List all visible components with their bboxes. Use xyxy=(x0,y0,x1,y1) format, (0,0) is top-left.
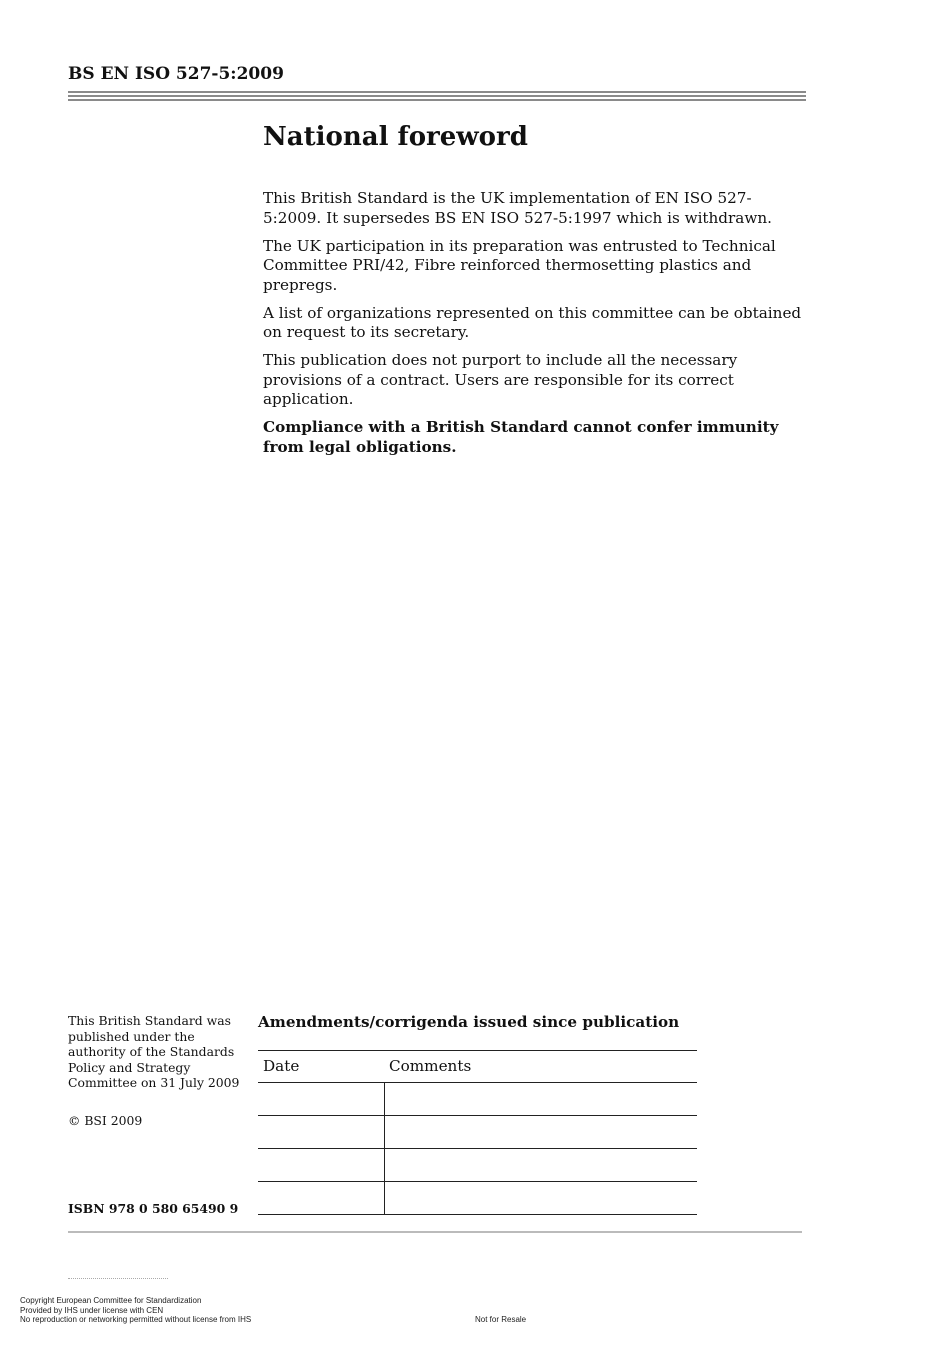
copyright-notice: © BSI 2009 xyxy=(68,1113,143,1128)
not-for-resale: Not for Resale xyxy=(475,1315,527,1324)
table-row xyxy=(258,1116,697,1149)
amendments-table xyxy=(258,1050,697,1215)
document-id: BS EN ISO 527-5:2009 xyxy=(68,64,284,84)
table-row xyxy=(258,1182,697,1215)
bottom-rule xyxy=(68,1231,802,1233)
column-header-comments: Comments xyxy=(389,1057,472,1075)
paragraph-committee: The UK participation in its preparation was entrusted to Technical Committee PRI/42, Fibre reinforced thermosetting plastics and prepregs. xyxy=(263,236,776,294)
paragraph-organizations: A list of organizations represented on this committee can be obtained on request to its secretary. xyxy=(263,303,802,341)
paragraph-compliance: Compliance with a British Standard cannot confer immunity from legal obligations. xyxy=(263,418,779,456)
foreword-body xyxy=(263,189,808,466)
header-rule xyxy=(68,91,806,101)
publication-note-text: This British Standard was published under the authority of the Standards Policy and Strategy Committee on 31 July 2009 xyxy=(68,1013,240,1090)
isbn: ISBN 978 0 580 65490 9 xyxy=(68,1201,239,1216)
paragraph-implementation: This British Standard is the UK implementation of EN ISO 527-5:2009. It supersedes BS EN ISO 527-5:1997 which is withdrawn. xyxy=(263,189,772,227)
table-row xyxy=(258,1149,697,1182)
footer-line: Provided by IHS under license with CEN xyxy=(20,1305,164,1315)
footer-line: No reproduction or networking permitted without license from IHS xyxy=(20,1315,252,1324)
footer-line: Copyright European Committee for Standardization xyxy=(20,1296,202,1305)
license-footer xyxy=(20,1296,251,1325)
paragraph-provisions: This publication does not purport to include all the necessary provisions of a contract. Users are responsible for its correct application. xyxy=(263,351,738,408)
column-header-date: Date xyxy=(263,1057,300,1075)
page-title: National foreword xyxy=(263,122,528,152)
faint-marks xyxy=(68,1278,168,1282)
table-header-row xyxy=(258,1050,697,1083)
table-row xyxy=(258,1083,697,1116)
publication-note xyxy=(68,1013,243,1091)
amendments-title: Amendments/corrigenda issued since publication xyxy=(258,1013,680,1031)
